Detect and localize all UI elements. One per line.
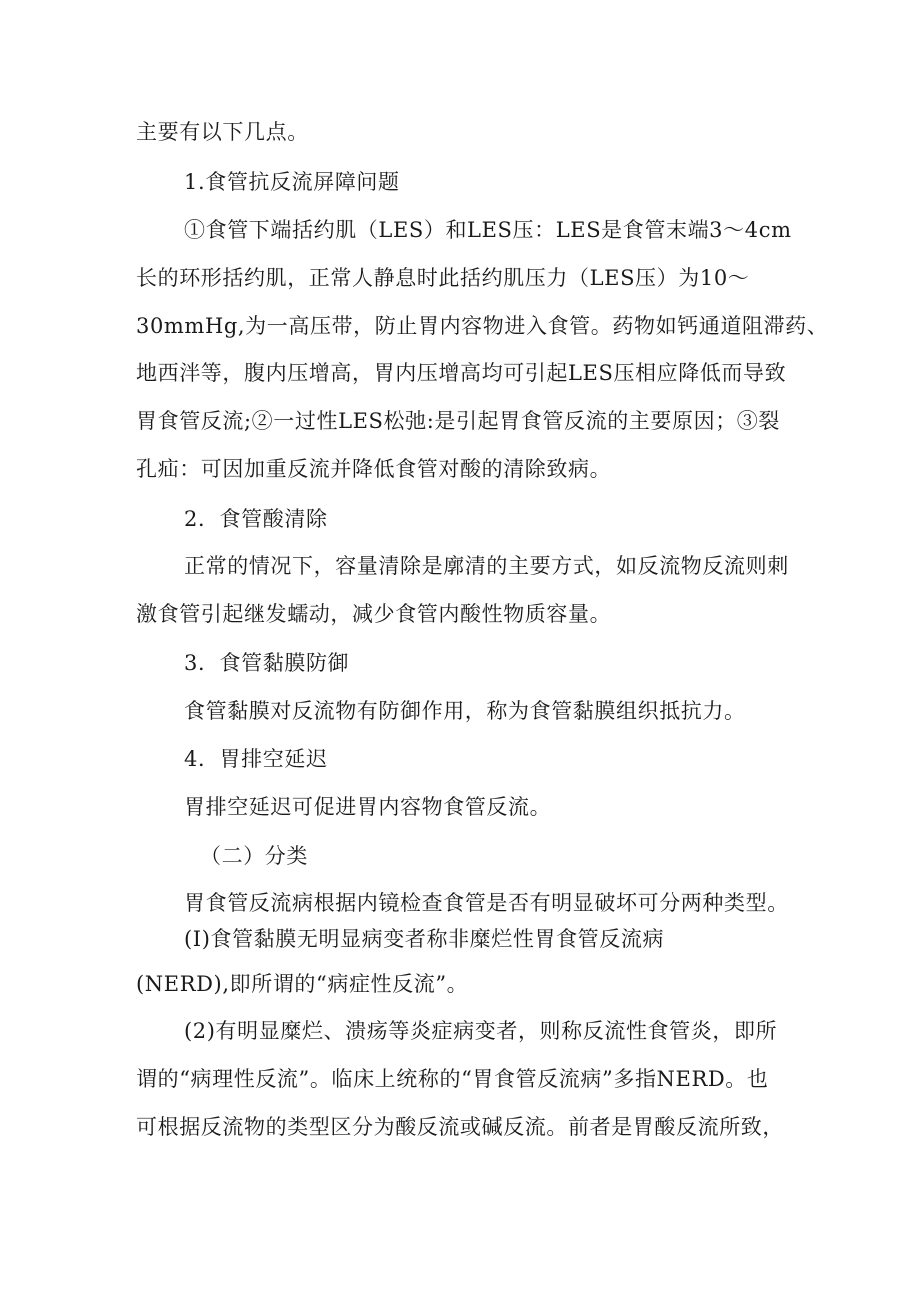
- paragraph-line: ①食管下端括约肌（LES）和LES压：LES是食管末端3～4cm: [184, 218, 792, 242]
- paragraph-line: (NERD),即所谓的“病症性反流”。: [136, 972, 469, 996]
- paragraph-line: 可根据反流物的类型区分为酸反流或碱反流。前者是胃酸反流所致，: [136, 1115, 784, 1139]
- section-heading: （二）分类: [200, 844, 308, 868]
- section-heading: 3．食管黏膜防御: [184, 651, 350, 675]
- paragraph-line: 激食管引起继发蠕动，减少食管内酸性物质容量。: [136, 602, 612, 626]
- paragraph-line: 谓的“病理性反流”。临床上统称的“胃食管反流病”多指NERD。也: [136, 1067, 769, 1091]
- paragraph-line: 30mmHg,为一高压带，防止胃内容物进入食管。药物如钙通道阻滞药、: [136, 314, 829, 338]
- section-heading: 1.食管抗反流屏障问题: [184, 170, 400, 194]
- paragraph-line: 地西泮等，腹内压增高，胃内压增高均可引起LES压相应降低而导致: [136, 361, 787, 385]
- section-heading: 2．食管酸清除: [184, 507, 328, 531]
- paragraph-line: 胃食管反流病根据内镜检查食管是否有明显破坏可分两种类型。: [184, 891, 789, 915]
- paragraph-line: 胃排空延迟可促进胃内容物食管反流。: [184, 795, 552, 819]
- section-heading: 4．胃排空延迟: [184, 747, 328, 771]
- paragraph-line: 正常的情况下，容量清除是廓清的主要方式，如反流物反流则刺: [184, 554, 789, 578]
- paragraph-line: 孔疝：可因加重反流并降低食管对酸的清除致病。: [136, 457, 612, 481]
- paragraph-line: 主要有以下几点。: [136, 120, 309, 144]
- paragraph-line: (I)食管黏膜无明显病变者称非糜烂性胃食管反流病: [184, 927, 665, 951]
- paragraph-line: 胃食管反流;②一过性LES松弛:是引起胃食管反流的主要原因；③裂: [136, 409, 781, 433]
- paragraph-line: (2)有明显糜烂、溃疡等炎症病变者，则称反流性食管炎，即所: [184, 1019, 778, 1043]
- paragraph-line: 长的环形括约肌，正常人静息时此括约肌压力（LES压）为10～: [136, 266, 750, 290]
- paragraph-line: 食管黏膜对反流物有防御作用，称为食管黏膜组织抵抗力。: [184, 699, 746, 723]
